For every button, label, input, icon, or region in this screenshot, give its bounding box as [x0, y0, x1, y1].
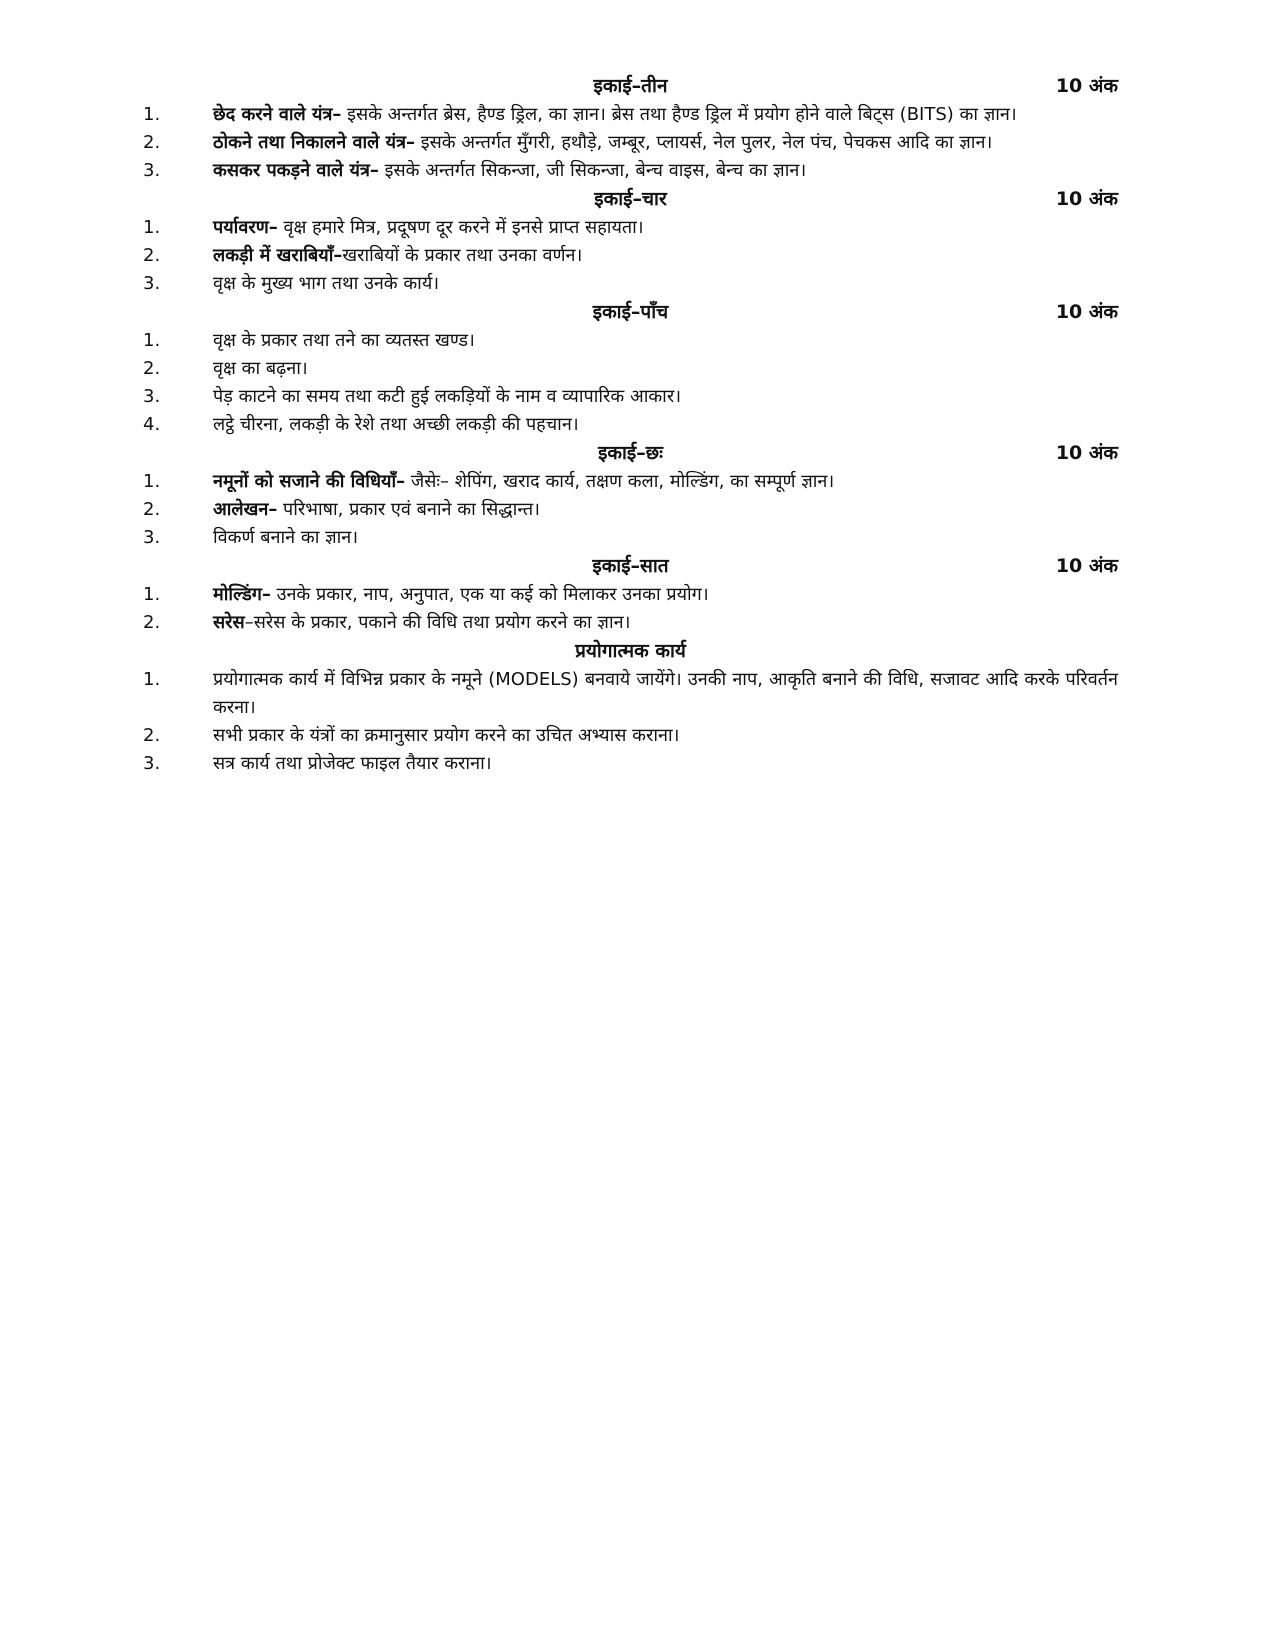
unit-section-4	[143, 185, 1118, 298]
list-item	[143, 355, 1118, 383]
unit-header	[143, 185, 1118, 214]
list-item	[143, 581, 1118, 609]
list-item	[143, 666, 1118, 722]
item-text	[213, 722, 1118, 750]
item-description: सभी प्रकार के यंत्रों का क्रमानुसार प्रयोग करने का उचित अभ्यास कराना।	[213, 725, 680, 746]
item-text	[213, 496, 1118, 524]
item-description: सत्र कार्य तथा प्रोजेक्ट फाइल तैयार कराना।	[213, 753, 492, 774]
item-text	[213, 666, 1118, 722]
list-item	[143, 270, 1118, 298]
unit-header	[143, 439, 1118, 468]
list-item	[143, 468, 1118, 496]
unit-header	[143, 298, 1118, 327]
item-number: 1.	[143, 471, 161, 492]
item-text	[213, 524, 1118, 552]
item-text	[213, 129, 1118, 157]
unit-header	[143, 72, 1118, 101]
list-item	[143, 496, 1118, 524]
item-number: 3.	[143, 273, 161, 294]
item-number: 2.	[143, 499, 161, 520]
item-description: लट्ठे चीरना, लकड़ी के रेशे तथा अच्छी लकड़ी की पहचान।	[213, 414, 579, 435]
unit-section-6	[143, 439, 1118, 552]
item-text	[213, 214, 1118, 242]
item-text	[213, 750, 1118, 778]
item-text	[213, 468, 1118, 496]
item-text	[213, 609, 1118, 637]
list-item	[143, 101, 1118, 129]
unit-title: इकाई–तीन	[593, 75, 668, 97]
item-number: 2.	[143, 132, 161, 153]
list-item	[143, 327, 1118, 355]
item-description: जैसेः– शेपिंग, खराद कार्य, तक्षण कला, मोल्डिंग, का सम्पूर्ण ज्ञान।	[405, 471, 835, 492]
unit-section-3	[143, 72, 1118, 185]
item-number: 3.	[143, 160, 161, 181]
list-item	[143, 129, 1118, 157]
item-term: सरेस	[213, 612, 245, 633]
item-text	[213, 101, 1118, 129]
list-item	[143, 722, 1118, 750]
item-number: 2.	[143, 612, 161, 633]
syllabus-content	[143, 72, 1118, 778]
item-number: 1.	[143, 669, 161, 690]
item-number: 2.	[143, 245, 161, 266]
item-number: 2.	[143, 358, 161, 379]
unit-marks: 10 अंक	[1055, 442, 1118, 464]
item-term: ठोकने तथा निकालने वाले यंत्र–	[213, 132, 416, 153]
item-description: खराबियों के प्रकार तथा उनका वर्णन।	[342, 245, 583, 266]
unit-title: इकाई–पाँच	[592, 301, 669, 323]
item-number: 1.	[143, 217, 161, 238]
unit-marks: 10 अंक	[1055, 301, 1118, 323]
item-number: 3.	[143, 527, 161, 548]
item-description: परिभाषा, प्रकार एवं बनाने का सिद्धान्त।	[277, 499, 540, 520]
unit-marks: 10 अंक	[1055, 75, 1118, 97]
list-item	[143, 383, 1118, 411]
item-number: 4.	[143, 414, 161, 435]
item-description: इसके अन्तर्गत मुँगरी, हथौड़े, जम्बूर, प्लायर्स, नेल पुलर, नेल पंच, पेचकस आदि का ज्ञान।	[415, 132, 993, 153]
item-number: 1.	[143, 330, 161, 351]
unit-title: इकाई–चार	[594, 188, 667, 210]
item-text	[213, 327, 1118, 355]
item-text	[213, 242, 1118, 270]
list-item	[143, 609, 1118, 637]
item-description: इसके अन्तर्गत सिकन्जा, जी सिकन्जा, बेन्च वाइस, बेन्च का ज्ञान।	[378, 160, 807, 181]
item-description: वृक्ष हमारे मित्र, प्रदूषण दूर करने में इनसे प्राप्त सहायता।	[277, 217, 644, 238]
list-item	[143, 411, 1118, 439]
item-description: उनके प्रकार, नाप, अनुपात, एक या कई को मिलाकर उनका प्रयोग।	[270, 584, 709, 605]
unit-title: प्रयोगात्मक कार्य	[575, 640, 686, 662]
unit-header	[143, 552, 1118, 581]
unit-marks: 10 अंक	[1055, 555, 1118, 577]
item-description: विकर्ण बनाने का ज्ञान।	[213, 527, 359, 548]
unit-title: इकाई–सात	[592, 555, 669, 577]
item-description: पेड़ काटने का समय तथा कटी हुई लकड़ियों के नाम व व्यापारिक आकार।	[213, 386, 682, 407]
item-number: 1.	[143, 104, 161, 125]
item-text	[213, 157, 1118, 185]
item-term: लकड़ी में खराबियाँ–	[213, 245, 343, 266]
item-number: 1.	[143, 584, 161, 605]
item-description: वृक्ष का बढ़ना।	[213, 358, 308, 379]
unit-header	[143, 637, 1118, 666]
list-item	[143, 214, 1118, 242]
item-text	[213, 270, 1118, 298]
list-item	[143, 242, 1118, 270]
item-number: 2.	[143, 725, 161, 746]
item-term: छेद करने वाले यंत्र–	[213, 104, 342, 125]
item-term: आलेखन–	[213, 499, 278, 520]
item-term: पर्यावरण–	[213, 217, 278, 238]
item-number: 3.	[143, 386, 161, 407]
item-description: प्रयोगात्मक कार्य में विभिन्न प्रकार के नमूने (MODELS) बनवाये जायेंगे। उनकी नाप, आकृति बनाने की विधि, सजावट आदि करके परिवर्तन करना।	[213, 669, 1118, 718]
unit-section-7	[143, 552, 1118, 637]
item-text	[213, 411, 1118, 439]
item-description: वृक्ष के प्रकार तथा तने का व्यतस्त खण्ड।	[213, 330, 475, 351]
item-text	[213, 581, 1118, 609]
practical-section	[143, 637, 1118, 778]
item-text	[213, 383, 1118, 411]
unit-marks: 10 अंक	[1055, 188, 1118, 210]
item-description: –सरेस के प्रकार, पकाने की विधि तथा प्रयोग करने का ज्ञान।	[244, 612, 631, 633]
item-text	[213, 355, 1118, 383]
list-item	[143, 157, 1118, 185]
item-description: वृक्ष के मुख्य भाग तथा उनके कार्य।	[213, 273, 440, 294]
item-number: 3.	[143, 753, 161, 774]
list-item	[143, 524, 1118, 552]
unit-title: इकाई–छः	[598, 442, 663, 464]
unit-section-5	[143, 298, 1118, 439]
item-description: इसके अन्तर्गत ब्रेस, हैण्ड ड्रिल, का ज्ञान। ब्रेस तथा हैण्ड ड्रिल में प्रयोग होने वाले बिट्स (BITS) का ज्ञान।	[341, 104, 1017, 125]
item-term: कसकर पकड़ने वाले यंत्र–	[213, 160, 379, 181]
item-term: नमूनों को सजाने की विधियाँ–	[213, 471, 406, 492]
item-term: मोल्डिंग–	[213, 584, 271, 605]
list-item	[143, 750, 1118, 778]
